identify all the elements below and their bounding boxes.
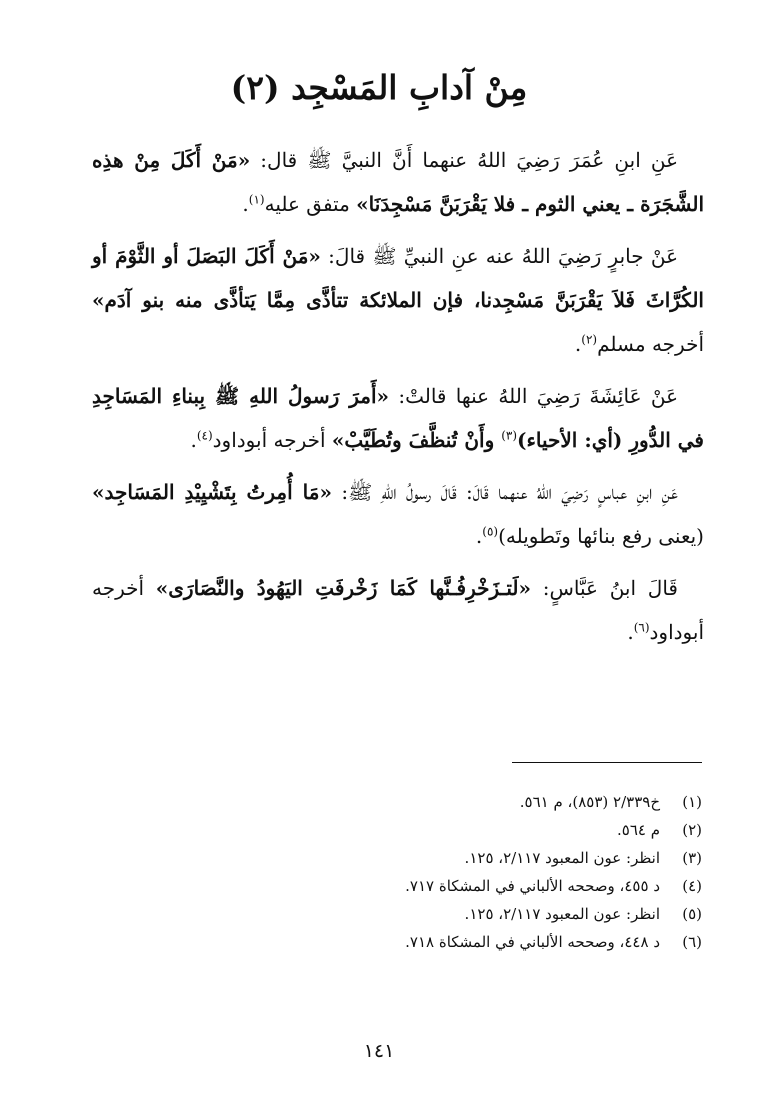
footnote-item [200, 816, 702, 844]
footnote-item [200, 928, 702, 956]
hadith-intro: عَنْ عَائِشَةَ رَضِيَ اللهُ عنها قالتْ: [389, 384, 678, 408]
footnotes-list [200, 788, 702, 956]
hadith-source: أخرجه مسلم [597, 332, 704, 356]
footnote-item [200, 872, 702, 900]
main-text [92, 138, 704, 654]
footnote-item [200, 844, 702, 872]
hadith-paragraph [92, 470, 704, 558]
hadith-quote: «مَنْ أَكَلَ مِنْ هذِه الشَّجَرَة ـ يعني الثوم ـ فلا يَقْرَبَنَّ مَسْجِدَنَا» [92, 148, 704, 216]
footnote-ref: (٦) [633, 620, 650, 635]
hadith-quote: «مَنْ أَكَلَ البَصَلَ أو الثَّوْمَ أو الكُرَّاثَ فَلاَ يَقْرَبَنَّ مَسْجِدنا، فإن الملائكة تتأذَّى مِمَّا يَتأذَّى منه بنو آدَم» [92, 244, 704, 312]
footnote-number: (٤) [682, 877, 702, 895]
footnote-number: (٣) [682, 849, 702, 867]
hadith-intro: عَنِ ابنِ عباسٍ رَضِيَ اللهُ عنهما قَالَ: قَالَ رسولُ اللهِ ﷺ: [331, 480, 678, 504]
sentence-end: . [190, 428, 197, 452]
hadith-quote-continued: وأَنْ تُنظَّفَ وتُطَيَّبْ» [331, 428, 502, 452]
footnote-text: د ٤٥٥، وصححه الألباني في المشكاة ٧١٧. [405, 877, 660, 895]
hadith-source: أخرجه أبوداود [92, 576, 704, 644]
page-title: مِنْ آدابِ المَسْجِد (٢) [230, 68, 528, 107]
hadith-paragraph [92, 234, 704, 366]
footnote-item [200, 788, 702, 816]
hadith-intro: عَنِ ابنِ عُمَرَ رَضِيَ اللهُ عنهما أَنَّ النبيَّ ﷺ قال: [250, 148, 679, 172]
hadith-quote: «أَمرَ رَسولُ اللهِ ﷺ بِبناءِ المَسَاجِدِ في الدُّورِ (أي: الأحياء) [92, 384, 704, 452]
footnote-text: انظر: عون المعبود ٢/١١٧، ١٢٥. [464, 849, 660, 867]
hadith-intro: قَالَ ابنُ عَبَّاسٍ: [531, 576, 678, 600]
footnote-ref: (٣) [501, 428, 518, 443]
footnote-ref: (٥) [482, 524, 499, 539]
hadith-paragraph [92, 374, 704, 462]
hadith-intro: عَنْ جابرٍ رَضِيَ اللهُ عنه عنِ النبيِّ ﷺ قالَ: [320, 244, 679, 268]
footnote-number: (٥) [682, 905, 702, 923]
hadith-explanation: (يعنى رفع بنائها وتَطويله) [498, 524, 704, 548]
sentence-end: . [242, 192, 249, 216]
footnote-ref: (١) [248, 192, 265, 207]
footnote-divider [512, 762, 702, 763]
hadith-paragraph [92, 138, 704, 226]
hadith-source: أخرجه أبوداود [212, 428, 332, 452]
hadith-paragraph [92, 566, 704, 654]
footnote-ref: (٢) [581, 332, 598, 347]
footnote-text: د ٤٤٨، وصححه الألباني في المشكاة ٧١٨. [405, 933, 660, 951]
hadith-quote: «لَتـزَخْرِفُـنَّها كَمَا زَخْرفَتِ اليَهُودُ والنَّصَارَى» [155, 576, 532, 600]
page-number: ١٤١ [363, 1040, 395, 1062]
footnote-text: م ٥٦٤. [616, 821, 660, 839]
footnote-number: (٢) [682, 821, 702, 839]
footnote-ref: (٤) [196, 428, 213, 443]
sentence-end: . [627, 620, 634, 644]
footnote-text: انظر: عون المعبود ٢/١١٧، ١٢٥. [464, 905, 660, 923]
footnote-text: خ٢/٣٣٩ (٨٥٣)، م ٥٦١. [519, 793, 660, 811]
hadith-quote: «مَا أُمِرتُ بِتَشْيِيْدِ المَسَاجِد» [92, 480, 332, 504]
footnote-number: (٦) [682, 933, 702, 951]
sentence-end: . [574, 332, 582, 356]
footnote-item [200, 900, 702, 928]
hadith-source: متفق عليه [264, 192, 357, 216]
footnote-number: (١) [682, 793, 702, 811]
sentence-end: . [475, 524, 483, 548]
